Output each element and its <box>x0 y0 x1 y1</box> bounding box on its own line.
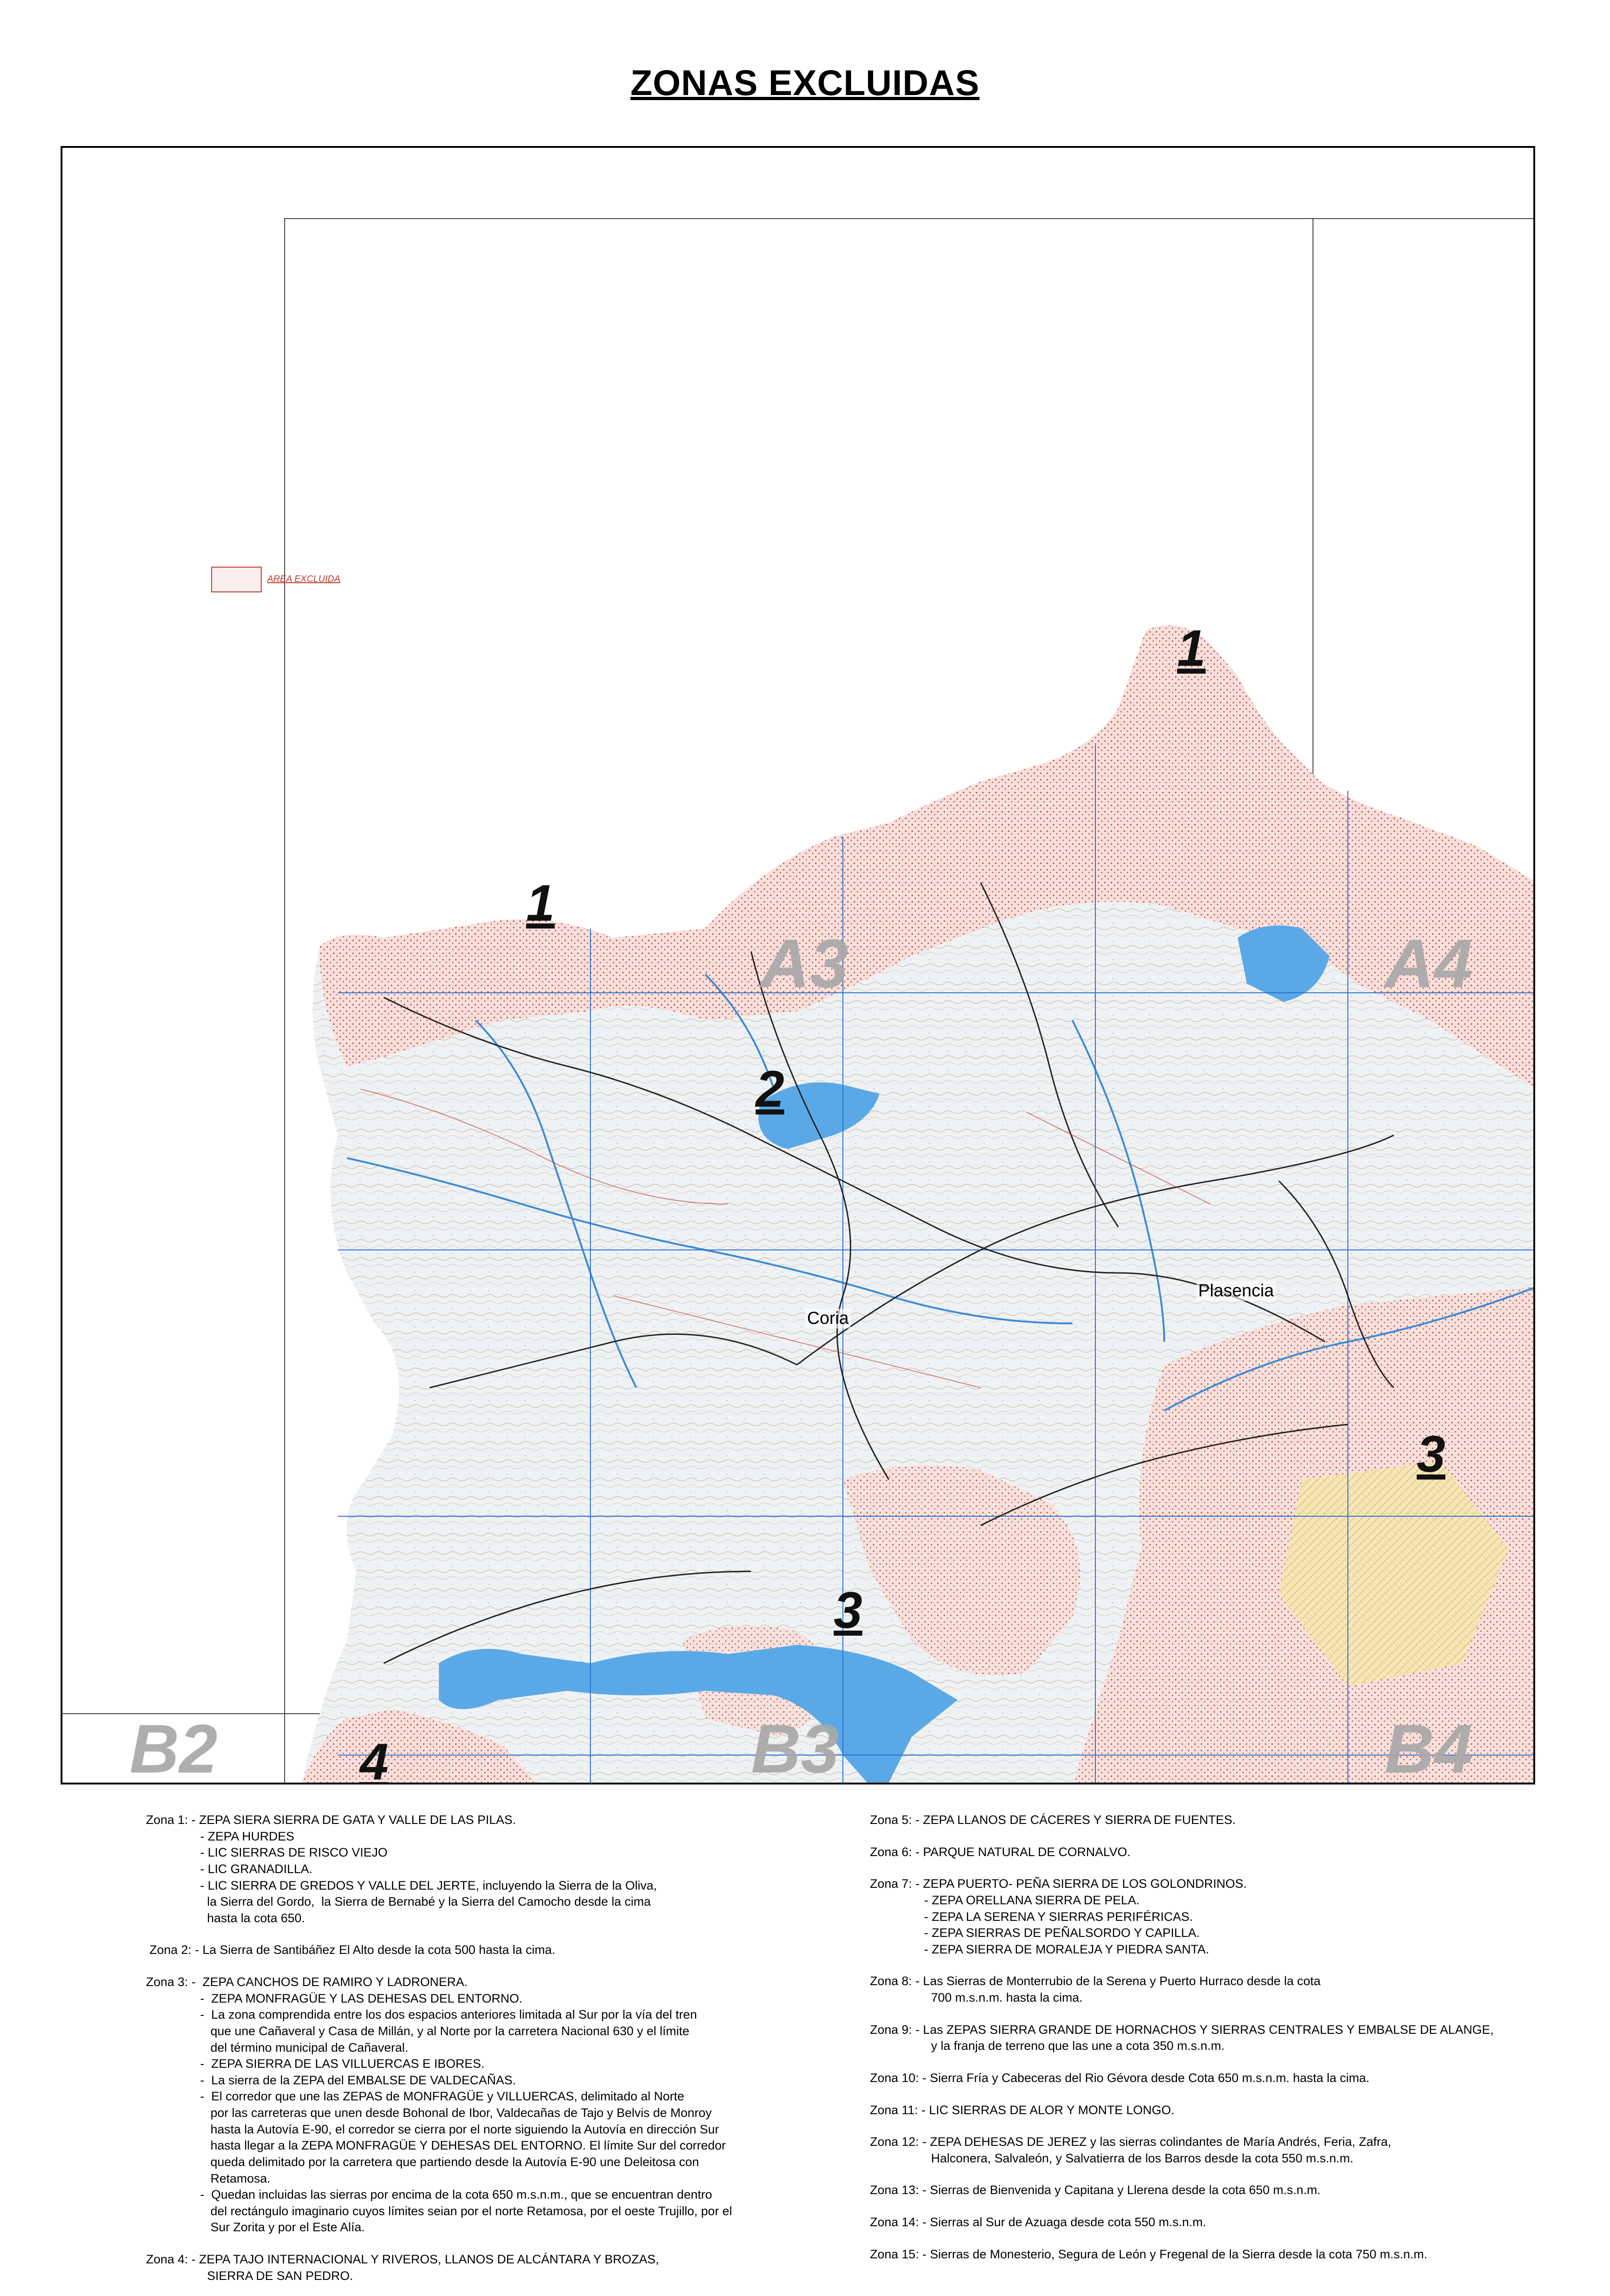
zone-text: y la franja de terreno que las une a cota 350 m.s.n.m. <box>924 2039 1225 2053</box>
zone-line <box>146 2187 812 2203</box>
town-label: Plasencia <box>1196 1281 1276 1301</box>
zone-line <box>870 1925 1559 1941</box>
zone-line <box>146 2154 812 2171</box>
zone-text: - ZEPA DEHESAS DE JEREZ y las sierras colindantes de María Andrés, Feria, Zafra, <box>922 2135 1391 2149</box>
grid-label: B4 <box>1385 1710 1473 1784</box>
zone-line <box>146 2251 812 2268</box>
zone-line <box>146 1894 812 1910</box>
grid-label: B3 <box>751 1710 839 1784</box>
zone-entry <box>146 1974 812 2236</box>
zone-heading: Zona 7: <box>870 1877 916 1891</box>
zone-line <box>146 1861 812 1878</box>
zone-entry <box>870 2214 1559 2231</box>
zone-line <box>146 2072 812 2089</box>
zone-heading: Zona 14: <box>870 2215 923 2229</box>
zone-text: - ZEPA TAJO INTERNACIONAL Y RIVEROS, LLANOS DE ALCÁNTARA Y BROZAS, <box>191 2252 659 2266</box>
zone-text: - ZEPA HURDES <box>200 1829 295 1843</box>
zone-entry <box>870 2182 1559 2199</box>
zone-line <box>870 2038 1559 2054</box>
zone-text: Retamosa. <box>200 2171 271 2185</box>
zone-number: 1 <box>526 874 555 932</box>
zone-line <box>870 1892 1559 1909</box>
zone-entry <box>146 2251 812 2284</box>
zone-text: - LIC SIERRAS DE ALOR Y MONTE LONGO. <box>921 2103 1175 2117</box>
zone-heading: Zona 4: <box>146 2252 192 2266</box>
zone-text: - ZEPA MONFRAGÜE Y LAS DEHESAS DEL ENTORNO. <box>200 1991 523 2005</box>
zone-text: - El corredor que une las ZEPAS de MONFRAGÜE y VILLUERCAS, delimitado al Norte <box>200 2089 684 2104</box>
zone-text: que une Cañaveral y Casa de Millán, y al Norte por la carretera Nacional 630 y el límite <box>200 2024 690 2038</box>
zone-text: - Sierras al Sur de Azuaga desde cota 550 m.s.n.m. <box>922 2215 1206 2229</box>
legend-label: AREA EXCLUIDA <box>267 574 341 584</box>
zone-line <box>870 2022 1559 2038</box>
zone-text: hasta llegar a la ZEPA MONFRAGÜE Y DEHESAS DEL ENTORNO. El límite Sur del corredor <box>200 2138 726 2153</box>
zone-text: del término municipal de Cañaveral. <box>200 2040 409 2054</box>
zone-line <box>146 1942 812 1958</box>
map-frame <box>61 146 1535 1784</box>
zone-number: 3 <box>834 1581 863 1639</box>
zone-line <box>146 2203 812 2220</box>
grid-label: A3 <box>760 925 848 1002</box>
zone-text: - LIC SIERRA DE GREDOS Y VALLE DEL JERTE, incluyendo la Sierra de la Oliva, <box>200 1878 657 1892</box>
zone-line <box>870 1844 1559 1861</box>
town-label: Coria <box>805 1309 851 1328</box>
zone-text: - PARQUE NATURAL DE CORNALVO. <box>915 1845 1131 1859</box>
zone-text: - Sierras de Monesterio, Segura de León y Fregenal de la Sierra desde la cota 750 m.s.n.m. <box>922 2247 1428 2261</box>
zone-heading: Zona 11: <box>870 2103 922 2117</box>
zone-heading: Zona 1: <box>146 1813 192 1827</box>
zone-line <box>146 2171 812 2187</box>
zone-entry <box>870 2070 1559 2087</box>
zone-notes-right <box>870 1812 1559 2278</box>
zone-entry <box>146 1812 812 1926</box>
zone-line <box>870 2150 1559 2167</box>
zone-entry <box>870 1844 1559 1861</box>
zone-heading: Zona 8: <box>870 1974 916 1988</box>
grid-label: A4 <box>1385 925 1473 1002</box>
zone-text: - Las ZEPAS SIERRA GRANDE DE HORNACHOS Y SIERRAS CENTRALES Y EMBALSE DE ALANGE, <box>915 2022 1494 2037</box>
zone-entry <box>870 1876 1559 1958</box>
zone-line <box>870 2134 1559 2150</box>
zone-text: Sur Zorita y por el Este Alía. <box>200 2220 365 2234</box>
zone-line <box>870 2182 1559 2199</box>
zone-line <box>146 1845 812 1861</box>
zone-line <box>870 1812 1559 1829</box>
zone-text: - ZEPA LLANOS DE CÁCERES Y SIERRA DE FUENTES. <box>915 1813 1236 1827</box>
legend-swatch <box>211 567 262 592</box>
zone-entry <box>870 1812 1559 1829</box>
zone-line <box>146 2268 812 2285</box>
zone-heading: Zona 10: <box>870 2071 923 2085</box>
zone-text: SIERRA DE SAN PEDRO. <box>200 2268 353 2283</box>
zone-line <box>146 2088 812 2105</box>
zone-text: la Sierra del Gordo, la Sierra de Bernabé y la Sierra del Camocho desde la cima <box>200 1895 651 1909</box>
zone-heading: Zona 3: <box>146 1975 192 1989</box>
zone-line <box>146 2138 812 2154</box>
zone-text: - ZEPA SIERRA DE MORALEJA Y PIEDRA SANTA. <box>924 1942 1209 1956</box>
zone-line <box>870 2246 1559 2263</box>
zone-line <box>870 2102 1559 2119</box>
zone-text: queda delimitado por la carretera que partiendo desde la Autovía E-90 une Deleitosa con <box>200 2155 699 2169</box>
zone-heading: Zona 2: <box>146 1943 195 1957</box>
zone-number: 1 <box>1177 619 1206 677</box>
zone-heading: Zona 12: <box>870 2135 923 2149</box>
zone-text: - ZEPA SIERRAS DE PEÑALSORDO Y CAPILLA. <box>924 1926 1200 1940</box>
zone-entry <box>146 1942 812 1958</box>
zone-line <box>870 2214 1559 2231</box>
zone-heading: Zona 13: <box>870 2183 923 2197</box>
zone-text: - ZEPA LA SERENA Y SIERRAS PERIFÉRICAS. <box>924 1909 1193 1924</box>
zone-text: - La Sierra de Santibáñez El Alto desde la cota 500 hasta la cima. <box>195 1943 555 1957</box>
zone-line <box>146 2105 812 2122</box>
zone-line <box>146 2219 812 2236</box>
zone-line <box>870 2070 1559 2087</box>
zone-entry <box>870 2134 1559 2167</box>
zone-text: hasta la cota 650. <box>200 1911 305 1925</box>
zone-text: - LIC SIERRAS DE RISCO VIEJO <box>200 1846 388 1860</box>
zone-heading: Zona 5: <box>870 1813 916 1827</box>
zone-text: - ZEPA SIERA SIERRA DE GATA Y VALLE DE LAS PILAS. <box>191 1813 516 1827</box>
zone-text: Halconera, Salvaleón, y Salvatierra de los Barros desde la cota 550 m.s.n.m. <box>924 2151 1353 2165</box>
zone-line <box>870 1973 1559 1990</box>
zone-line <box>146 1910 812 1927</box>
zone-text: - LIC GRANADILLA. <box>200 1862 313 1876</box>
zone-text: por las carreteras que unen desde Bohonal de Ibor, Valdecañas de Tajo y Belvis de Monroy <box>200 2106 712 2120</box>
zone-heading: Zona 15: <box>870 2247 923 2261</box>
zone-number: 4 <box>360 1733 389 1784</box>
zone-line <box>146 2040 812 2056</box>
zone-text: - Las Sierras de Monterrubio de la Serena y Puerto Hurraco desde la cota <box>915 1974 1321 1988</box>
zone-entry <box>870 2246 1559 2263</box>
zone-line <box>146 1974 812 1991</box>
zone-text: - La sierra de la ZEPA del EMBALSE DE VALDECAÑAS. <box>200 2073 516 2087</box>
zone-line <box>146 2023 812 2040</box>
zone-heading: Zona 9: <box>870 2022 916 2037</box>
zone-text: 700 m.s.n.m. hasta la cima. <box>924 1991 1083 2004</box>
zone-text: - La zona comprendida entre los dos espacios anteriores limitada al Sur por la vía del tren <box>200 2008 697 2022</box>
zone-number: 3 <box>1417 1425 1446 1483</box>
zone-line <box>146 1878 812 1894</box>
zone-text: - ZEPA CANCHOS DE RAMIRO Y LADRONERA. <box>191 1975 468 1989</box>
zone-line <box>146 1812 812 1829</box>
zone-line <box>146 2056 812 2072</box>
zone-line <box>146 2007 812 2023</box>
zone-text: - ZEPA PUERTO- PEÑA SIERRA DE LOS GOLONDRINOS. <box>915 1877 1247 1891</box>
zone-text: - Quedan incluidas las sierras por encima de la cota 650 m.s.n.m., que se encuentran dentro <box>200 2188 712 2202</box>
grid-label: B2 <box>129 1710 218 1784</box>
zone-text: del rectángulo imaginario cuyos límites seian por el norte Retamosa, por el oeste Trujillo, por el <box>200 2204 732 2218</box>
zone-line <box>146 2122 812 2138</box>
zone-line <box>870 1909 1559 1925</box>
zone-text: - Sierras de Bienvenida y Capitana y Llerena desde la cota 650 m.s.n.m. <box>922 2183 1321 2197</box>
zone-line <box>870 1876 1559 1892</box>
zone-line <box>146 1991 812 2007</box>
zone-entry <box>870 2102 1559 2119</box>
zone-text: - ZEPA ORELLANA SIERRA DE PELA. <box>924 1893 1140 1907</box>
zone-entry <box>870 2022 1559 2054</box>
zone-text: - Sierra Fría y Cabeceras del Rio Gévora desde Cota 650 m.s.n.m. hasta la cima. <box>922 2071 1369 2085</box>
zone-heading: Zona 6: <box>870 1845 916 1859</box>
zone-number: 2 <box>756 1060 785 1118</box>
zone-line <box>870 1941 1559 1958</box>
zone-line <box>870 1990 1559 2006</box>
zone-notes-left <box>146 1812 812 2296</box>
zone-line <box>146 1829 812 1845</box>
page-title: ZONAS EXCLUIDAS <box>630 62 980 103</box>
zone-entry <box>870 1973 1559 2006</box>
zone-text: hasta la Autovía E-90, el corredor se cierra por el norte siguiendo la Autovía en dirección Sur <box>200 2122 719 2136</box>
zone-text: - ZEPA SIERRA DE LAS VILLUERCAS E IBORES. <box>200 2057 485 2071</box>
